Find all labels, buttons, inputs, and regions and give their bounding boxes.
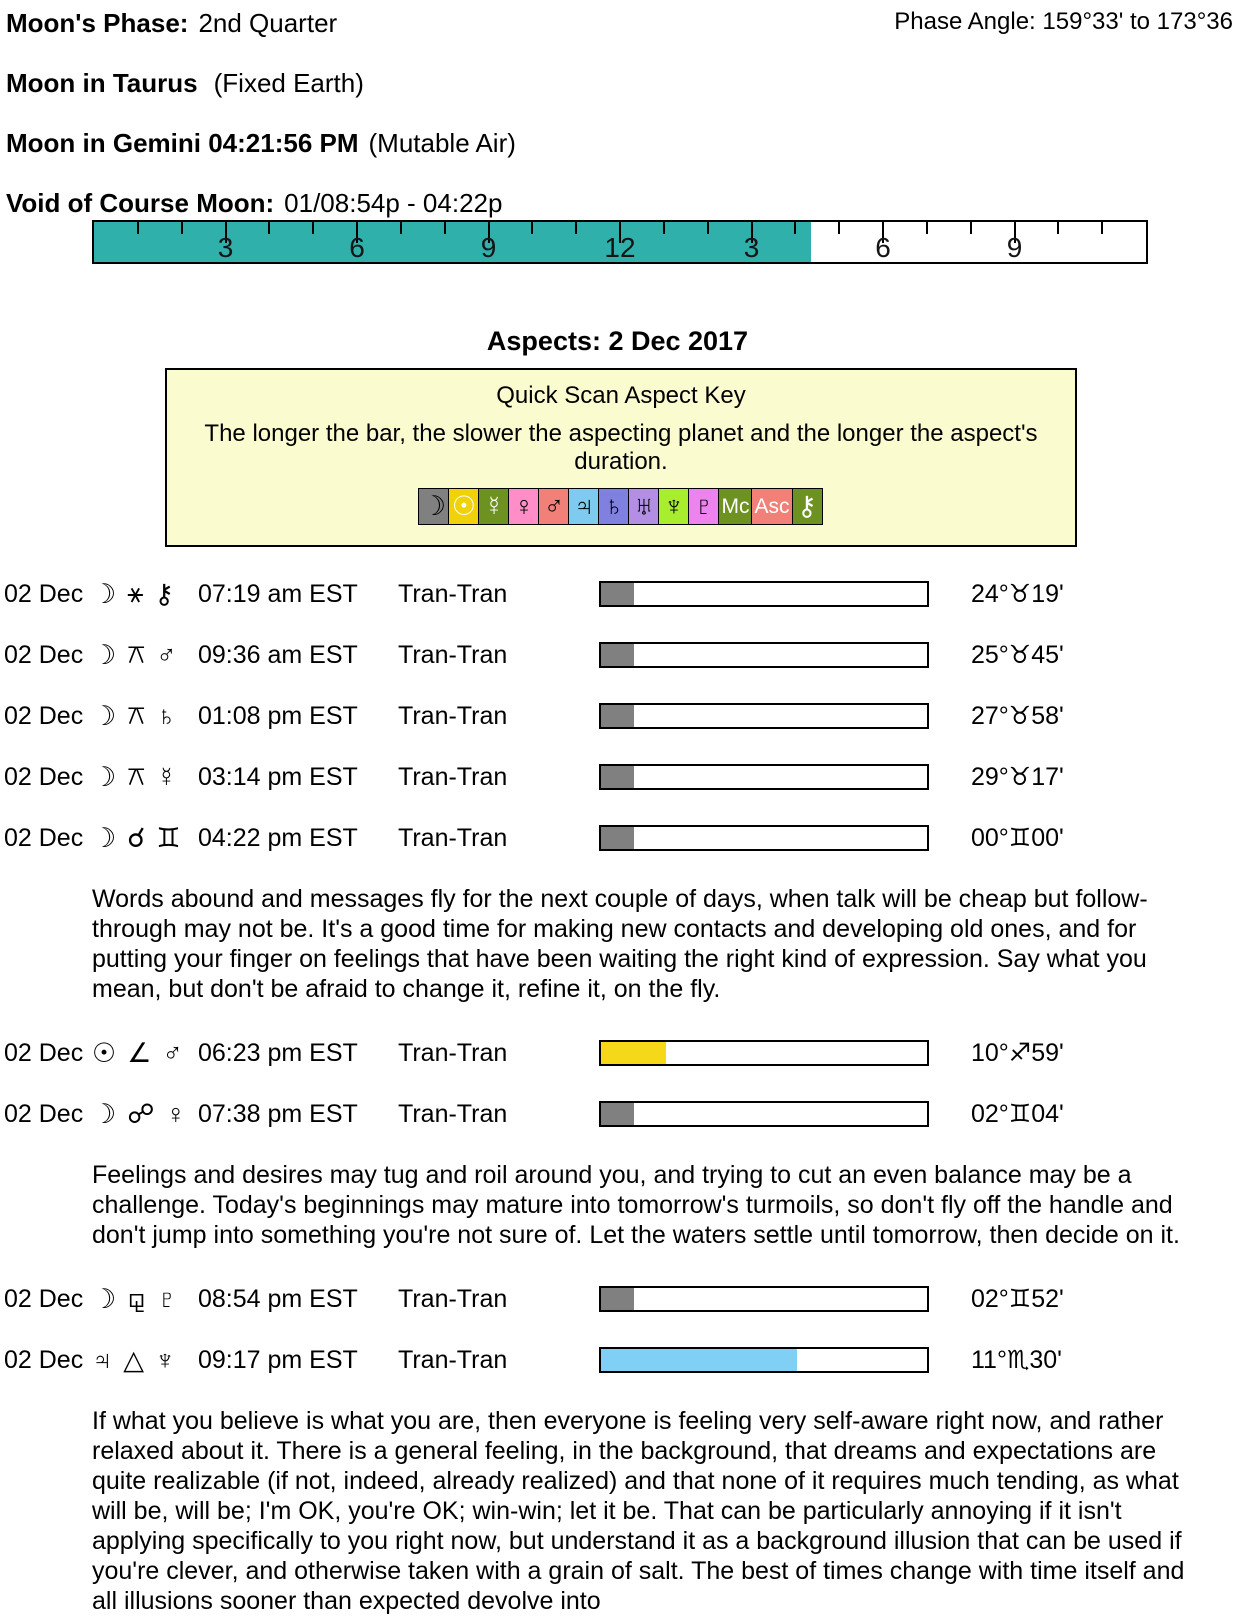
aspect-row bbox=[0, 640, 1235, 670]
aspect-row bbox=[0, 1099, 1235, 1129]
planet-chip-row bbox=[419, 488, 822, 525]
aspect-date: 02 Dec bbox=[4, 1345, 84, 1374]
voc-timeline bbox=[92, 220, 1148, 264]
chiron-chip: ⚷ bbox=[792, 488, 823, 525]
hour-label: 3 bbox=[743, 232, 760, 263]
moon-sign-line bbox=[6, 68, 1235, 100]
duration-bar bbox=[599, 825, 929, 851]
moon-phase-value: 2nd Quarter bbox=[198, 8, 338, 38]
trine-aspect-icon: △ bbox=[123, 1344, 145, 1375]
aspect-time: 08:54 pm EST bbox=[198, 1284, 358, 1313]
aspect-type: Tran-Tran bbox=[398, 1038, 508, 1067]
aspect-symbols bbox=[92, 700, 198, 732]
duration-bar bbox=[599, 1286, 929, 1312]
voc-value: 01/08:54p - 04:22p bbox=[284, 188, 503, 218]
uranus-chip: ♅ bbox=[628, 488, 659, 525]
aspect-position: 25°♉45' bbox=[971, 641, 1064, 669]
mars-chip: ♂ bbox=[538, 488, 569, 525]
aspect-time: 09:36 am EST bbox=[198, 640, 358, 669]
hour-tick bbox=[531, 222, 533, 234]
hour-tick bbox=[137, 222, 139, 234]
planet-icon-moon: ☽ bbox=[92, 639, 117, 670]
duration-bar bbox=[599, 1040, 929, 1066]
aspect-date: 02 Dec bbox=[4, 1284, 84, 1313]
duration-bar-fill bbox=[601, 1103, 634, 1125]
planet-icon-mars: ♂ bbox=[162, 1037, 183, 1068]
aspect-position: 11°♏30' bbox=[971, 1346, 1062, 1374]
hour-tick bbox=[1057, 222, 1059, 234]
planet-icon-moon: ☽ bbox=[92, 578, 117, 609]
hour-label: 6 bbox=[349, 232, 365, 263]
aspect-time: 09:17 pm EST bbox=[198, 1345, 358, 1374]
aspect-type: Tran-Tran bbox=[398, 1284, 508, 1313]
planet-icon-chiron: ⚷ bbox=[154, 578, 175, 609]
hour-tick bbox=[400, 222, 402, 234]
semisquare-aspect-icon: ∠ bbox=[127, 1037, 152, 1068]
aspect-position: 29°♉17' bbox=[971, 763, 1064, 791]
aspect-position: 02°♊52' bbox=[971, 1285, 1064, 1313]
key-subtitle: The longer the bar, the slower the aspecting planet and the longer the aspect's duration. bbox=[204, 420, 1038, 475]
moon-ingress-line bbox=[6, 128, 1235, 160]
aspect-symbols bbox=[92, 823, 198, 854]
quick-scan-key-box bbox=[165, 368, 1077, 547]
aspect-row bbox=[0, 762, 1235, 792]
planet-icon-moon: ☽ bbox=[92, 822, 117, 853]
planet-icon-sun: ☉ bbox=[92, 1037, 117, 1068]
aspect-type: Tran-Tran bbox=[398, 1345, 508, 1374]
aspect-date: 02 Dec bbox=[4, 1099, 84, 1128]
quincunx-aspect-icon: ⚻ bbox=[127, 761, 146, 791]
duration-bar-fill bbox=[601, 1349, 797, 1371]
voc-filled-period bbox=[94, 222, 811, 262]
hour-tick bbox=[707, 222, 709, 234]
aspect-position: 24°♉19' bbox=[971, 580, 1064, 608]
aspect-time: 01:08 pm EST bbox=[198, 701, 358, 730]
aspect-symbols bbox=[92, 1038, 198, 1069]
aspect-time: 07:19 am EST bbox=[198, 579, 358, 608]
aspect-date: 02 Dec bbox=[4, 762, 84, 791]
aspect-type: Tran-Tran bbox=[398, 579, 508, 608]
opposition-aspect-icon: ☍ bbox=[127, 1098, 155, 1129]
planet-icon-mars: ♂ bbox=[156, 639, 177, 670]
hour-tick bbox=[1101, 222, 1103, 234]
duration-bar-fill bbox=[601, 705, 634, 727]
aspects-title: Aspects: 2 Dec 2017 bbox=[486, 326, 749, 356]
aspect-position: 00°♊00' bbox=[971, 824, 1064, 852]
jupiter-chip: ♃ bbox=[568, 488, 599, 525]
sun-chip: ☉ bbox=[448, 488, 479, 525]
aspect-position: 02°♊04' bbox=[971, 1100, 1064, 1128]
aspect-date: 02 Dec bbox=[4, 701, 84, 730]
quincunx-aspect-icon: ⚻ bbox=[127, 700, 146, 730]
aspect-row bbox=[0, 579, 1235, 609]
aspect-type: Tran-Tran bbox=[398, 823, 508, 852]
conjunction-aspect-icon: ☌ bbox=[127, 822, 146, 853]
venus-chip: ♀ bbox=[508, 488, 539, 525]
sextile-aspect-icon: ⚹ bbox=[127, 578, 144, 608]
hour-tick bbox=[970, 222, 972, 234]
moon-phase-line bbox=[6, 0, 1235, 40]
aspect-row bbox=[0, 1345, 1235, 1375]
ascendant-chip: Asc bbox=[751, 488, 792, 525]
sesquiquadrate-aspect-icon: ⚼ bbox=[127, 1283, 146, 1313]
aspect-position: 27°♉58' bbox=[971, 702, 1064, 730]
aspect-interpretation: Words abound and messages fly for the next couple of days, when talk will be cheap but follow-through may not be. It's a good time for making new contacts and developing old ones, and for putting your finger on feelings that have been waiting the right kind of expression. Say what you mean, but don't be afraid to change it, refine it, on the fly. bbox=[92, 885, 1148, 1003]
voc-label: Void of Course Moon: bbox=[6, 188, 275, 218]
aspect-type: Tran-Tran bbox=[398, 701, 508, 730]
hour-tick bbox=[794, 222, 796, 234]
duration-bar-fill bbox=[601, 1042, 666, 1064]
aspect-row bbox=[0, 701, 1235, 731]
aspect-date: 02 Dec bbox=[4, 1038, 84, 1067]
duration-bar-fill bbox=[601, 1288, 634, 1310]
aspect-row bbox=[0, 1038, 1235, 1068]
aspect-type: Tran-Tran bbox=[398, 640, 508, 669]
aspect-symbols bbox=[92, 1099, 198, 1130]
hour-label: 6 bbox=[875, 232, 891, 263]
aspect-date: 02 Dec bbox=[4, 823, 84, 852]
planet-icon-gemini: ♊ bbox=[156, 822, 181, 853]
aspect-date: 02 Dec bbox=[4, 579, 84, 608]
aspect-interpretation: If what you believe is what you are, then everyone is feeling very self-aware right now, and rather relaxed about it. There is a general feeling, in the background, that dreams and expectations are quite realizable (if not, indeed, already realized) and that none of it requires much tending, as what will be, will be; I'm OK, you're OK; win-win; let it be. That can be particularly annoying if it isn't applying specifically to you right now, but understand it as a background illusion that can be used if you're clever, and otherwise taken with a grain of salt. The best of times change with time itself and all illusions sooner than expected devolve into bbox=[92, 1407, 1185, 1615]
phase-angle: Phase Angle: 159°33' to 173°36 bbox=[894, 8, 1233, 35]
duration-bar bbox=[599, 1101, 929, 1127]
aspect-row bbox=[0, 1284, 1235, 1314]
aspect-symbols bbox=[92, 1345, 198, 1376]
aspect-type: Tran-Tran bbox=[398, 1099, 508, 1128]
planet-icon-jupiter: ♃ bbox=[92, 1344, 113, 1375]
duration-bar-fill bbox=[601, 766, 634, 788]
aspect-symbols bbox=[92, 1283, 198, 1315]
duration-bar-fill bbox=[601, 827, 634, 849]
moon-ingress-label: Moon in Gemini 04:21:56 PM bbox=[6, 128, 359, 158]
hour-tick bbox=[663, 222, 665, 234]
hour-label: 3 bbox=[217, 232, 234, 263]
aspect-symbols bbox=[92, 639, 198, 671]
duration-bar-fill bbox=[601, 644, 634, 666]
aspect-date: 02 Dec bbox=[4, 640, 84, 669]
hour-tick bbox=[575, 222, 577, 234]
key-title: Quick Scan Aspect Key bbox=[496, 382, 746, 409]
moon-chip: ☽ bbox=[418, 488, 449, 525]
aspect-type: Tran-Tran bbox=[398, 762, 508, 791]
aspect-row bbox=[0, 823, 1235, 853]
voc-line bbox=[6, 188, 1235, 220]
planet-icon-moon: ☽ bbox=[92, 761, 117, 792]
duration-bar bbox=[599, 581, 929, 607]
aspect-position: 10°♐59' bbox=[971, 1039, 1064, 1067]
moon-sign-note: (Fixed Earth) bbox=[213, 68, 364, 98]
saturn-chip: ♄ bbox=[598, 488, 629, 525]
aspect-symbols bbox=[92, 578, 198, 610]
planet-icon-moon: ☽ bbox=[92, 1098, 117, 1129]
duration-bar bbox=[599, 764, 929, 790]
duration-bar bbox=[599, 642, 929, 668]
neptune-chip: ♆ bbox=[658, 488, 689, 525]
hour-label: 12 bbox=[604, 232, 636, 263]
planet-icon-pluto: ♇ bbox=[156, 1283, 178, 1314]
hour-tick bbox=[268, 222, 270, 234]
planet-icon-moon: ☽ bbox=[92, 700, 117, 731]
moon-sign-label: Moon in Taurus bbox=[6, 68, 198, 98]
hour-label: 9 bbox=[1006, 232, 1023, 263]
aspect-time: 03:14 pm EST bbox=[198, 762, 358, 791]
planet-icon-moon: ☽ bbox=[92, 1283, 117, 1314]
midheaven-chip: Mc bbox=[718, 488, 752, 525]
hour-tick bbox=[444, 222, 446, 234]
planet-icon-neptune: ♆ bbox=[155, 1344, 176, 1375]
aspect-list bbox=[0, 579, 1235, 1616]
mercury-chip: ☿ bbox=[478, 488, 509, 525]
pluto-chip: ♇ bbox=[688, 488, 719, 525]
hour-label: 9 bbox=[480, 232, 497, 263]
aspect-symbols bbox=[92, 761, 198, 793]
aspect-time: 04:22 pm EST bbox=[198, 823, 358, 852]
duration-bar-fill bbox=[601, 583, 634, 605]
hour-tick bbox=[312, 222, 314, 234]
moon-phase bbox=[6, 8, 337, 40]
aspect-time: 07:38 pm EST bbox=[198, 1099, 358, 1128]
aspect-interpretation: Feelings and desires may tug and roil around you, and trying to cut an even balance may be a challenge. Today's beginnings may mature into tomorrow's turmoils, so don't fly off the handle and don't jump into something you're not sure of. Let the waters settle until tomorrow, then decide on it. bbox=[92, 1161, 1180, 1249]
hour-tick bbox=[181, 222, 183, 234]
aspect-time: 06:23 pm EST bbox=[198, 1038, 358, 1067]
planet-icon-mercury: ☿ bbox=[156, 761, 177, 792]
quincunx-aspect-icon: ⚻ bbox=[127, 639, 146, 669]
hour-tick bbox=[926, 222, 928, 234]
duration-bar bbox=[599, 1347, 929, 1373]
planet-icon-venus: ♀ bbox=[165, 1098, 186, 1129]
planet-icon-saturn: ♄ bbox=[156, 700, 177, 731]
moon-phase-label: Moon's Phase: bbox=[6, 8, 189, 38]
moon-ingress-note: (Mutable Air) bbox=[368, 128, 516, 158]
duration-bar bbox=[599, 703, 929, 729]
hour-tick bbox=[838, 222, 840, 234]
